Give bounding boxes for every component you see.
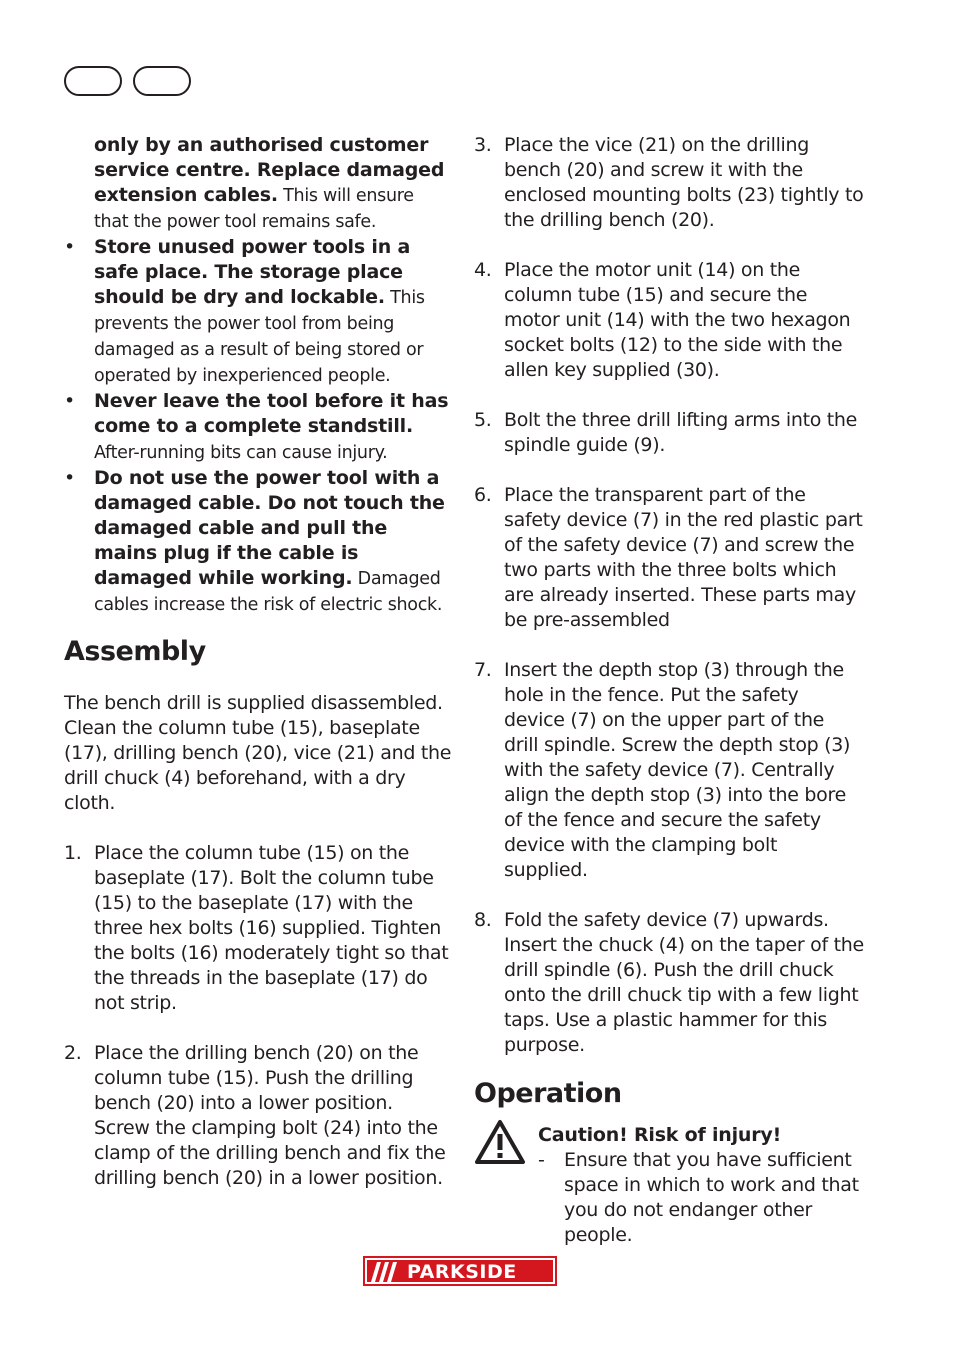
step-number: 7. [474, 659, 492, 681]
intro-paragraph [64, 133, 452, 235]
bullet-marker: • [64, 390, 75, 412]
language-badge [133, 66, 191, 96]
assembly-intro: The bench drill is supplied disassembled. Clean the column tube (15), baseplate (17), drilling bench (20), vice (21) and the drill chuck (4) beforehand, with a dry cloth. [64, 692, 452, 814]
assembly-heading: Assembly [64, 636, 206, 667]
step-number: 1. [64, 842, 82, 864]
step-text: Place the vice (21) on the drilling bench (20) and screw it with the enclosed mounting bolts (23) tightly to the drilling bench (20). [504, 134, 864, 231]
step-text: Fold the safety device (7) upwards. Insert the chuck (4) on the taper of the drill spindle (6). Push the drill chuck onto the drill chuck tip with a few light taps. Use a plastic hammer for this purpose. [504, 909, 864, 1056]
language-badge [64, 66, 122, 96]
step-text: Place the transparent part of the safety device (7) in the red plastic part of the safety device (7) and screw the two parts with the three bolts which are already inserted. These parts may be pre-assembled [504, 484, 863, 631]
assembly-step [474, 258, 864, 383]
step-text: Insert the depth stop (3) through the hole in the fence. Put the safety device (7) on the upper part of the drill spindle. Screw the depth stop (3) with the safety device (7). Centrally align the depth stop (3) into the bore of the fence and secure the safety device with the clamping bolt supplied. [504, 659, 851, 881]
caution-item [538, 1148, 864, 1248]
assembly-step [474, 483, 864, 633]
intro-normal: This will ensure that the power tool remains safe. [94, 186, 414, 232]
brand-stripes-icon [371, 1262, 405, 1282]
bullet-normal: After-running bits can cause injury. [94, 443, 388, 463]
step-number: 6. [474, 484, 492, 506]
step-number: 8. [474, 909, 492, 931]
dash-marker: - [538, 1149, 545, 1171]
assembly-step [474, 658, 864, 883]
step-text: Place the column tube (15) on the baseplate (17). Bolt the column tube (15) to the baseplate (17) with the three hex bolts (16) supplied. Tighten the bolts (16) moderately tight so that the threads in the baseplate (17) do not strip. [94, 842, 449, 1014]
operation-heading: Operation [474, 1078, 622, 1109]
assembly-step [64, 1041, 452, 1191]
assembly-step [474, 408, 864, 458]
bullet-marker: • [64, 236, 75, 258]
assembly-step [64, 841, 452, 1016]
step-number: 3. [474, 134, 492, 156]
caution-title: Caution! Risk of injury! [538, 1124, 782, 1146]
left-column [64, 133, 452, 1191]
brand-name: PARKSIDE [407, 1261, 517, 1283]
safety-bullet [64, 235, 452, 389]
bullet-normal: Damaged cables increase the risk of electric shock. [94, 569, 443, 615]
bullet-marker: • [64, 467, 75, 489]
assembly-step [474, 133, 864, 233]
bullet-bold: Do not use the power tool with a damaged cable. Do not touch the damaged cable and pull the mains plug if the cable is damaged while working. [94, 467, 445, 589]
safety-bullet [64, 389, 452, 466]
caution-text: Ensure that you have sufficient space in which to work and that you do not endanger other people. [564, 1149, 859, 1246]
warning-triangle-icon [474, 1119, 526, 1165]
bullet-bold: Store unused power tools in a safe place. The storage place should be dry and lockable. [94, 236, 411, 308]
step-text: Place the drilling bench (20) on the column tube (15). Push the drilling bench (20) into a lower position. Screw the clamping bolt (24) into the clamp of the drilling bench and fix the drilling bench (20) in a lower position. [94, 1042, 446, 1189]
step-text: Bolt the three drill lifting arms into the spindle guide (9). [504, 409, 858, 456]
step-number: 4. [474, 259, 492, 281]
step-number: 5. [474, 409, 492, 431]
caution-notice [474, 1123, 864, 1248]
brand-logo [363, 1256, 557, 1286]
assembly-step [474, 908, 864, 1058]
bullet-bold: Never leave the tool before it has come to a complete standstill. [94, 390, 449, 437]
step-text: Place the motor unit (14) on the column tube (15) and secure the motor unit (14) with the two hexagon socket bolts (12) to the side with the allen key supplied (30). [504, 259, 851, 381]
bullet-normal: This prevents the power tool from being damaged as a result of being stored or operated by inexperienced people. [94, 288, 425, 386]
right-column [474, 133, 864, 1248]
intro-bold: only by an authorised customer service centre. Replace damaged extension cables. [94, 134, 445, 206]
step-number: 2. [64, 1042, 82, 1064]
safety-bullet [64, 466, 452, 618]
